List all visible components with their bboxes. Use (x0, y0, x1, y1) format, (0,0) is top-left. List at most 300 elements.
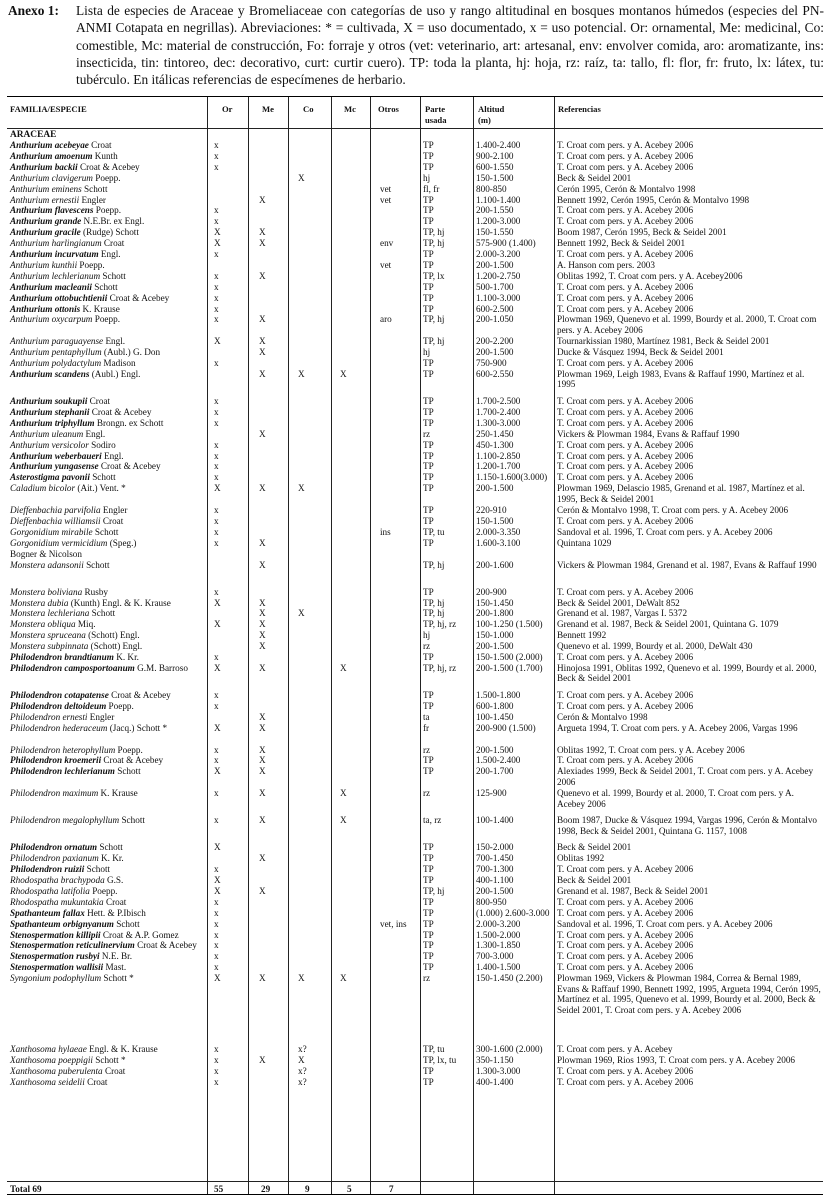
species-binomial: Monstera subpinnata (10, 641, 89, 652)
references: Plowman 1969, Leigh 1983, Evans & Raffauf 1990, Martínez et al. 1995 (557, 368, 805, 390)
species-author: Kunth (94, 150, 118, 161)
altitude: 450-1.300 (476, 439, 514, 450)
references: T. Croat com pers. y A. Acebey 2006 (557, 896, 694, 907)
use-otros: vet (380, 259, 392, 270)
col-divider (248, 97, 249, 1194)
use-me: X (259, 662, 266, 673)
species-binomial: Xanthosoma poeppigii (10, 1054, 93, 1065)
part-used: rz (423, 641, 431, 652)
species-binomial: Monstera dubia (10, 597, 69, 608)
altitude: 200-1.800 (476, 608, 514, 619)
use-or: x (214, 406, 219, 417)
species-author: G.M. Barroso (137, 662, 188, 673)
species-author: Schott (116, 918, 140, 929)
part-used: TP (423, 505, 434, 515)
use-co: x? (298, 1076, 307, 1087)
references: T. Croat com pers. y A. Acebey 2006 (557, 515, 694, 526)
altitude: 500-1.700 (476, 281, 514, 292)
species-name (10, 745, 204, 756)
use-or: x (214, 1054, 219, 1065)
species-binomial-cotapata: Asterostigma pavonii (10, 472, 90, 483)
species-name (10, 184, 204, 195)
part-used: TP (423, 150, 434, 161)
species-author: Croat (103, 238, 125, 249)
references: T. Croat com pers. y A. Acebey 2006 (557, 864, 694, 875)
part-used: TP (423, 161, 434, 172)
header-altitud: Altitud (478, 104, 505, 114)
species-name (10, 663, 204, 674)
altitude: 200-1.500 (1.700) (476, 662, 543, 673)
use-co: X (298, 973, 305, 984)
altitude: 150-1.450 (2.200) (476, 973, 543, 984)
use-or: X (214, 336, 221, 347)
use-co: X (298, 172, 305, 183)
references: Beck & Seidel 2001 (557, 842, 632, 853)
part-used: TP (423, 194, 434, 205)
caption (8, 2, 824, 88)
species-author: Engler (81, 194, 106, 205)
use-co: x? (298, 1044, 307, 1054)
species-binomial-cotapata: Anthurium ottobuchtienii (10, 292, 108, 303)
use-or: x (214, 439, 219, 450)
use-me: X (259, 368, 266, 379)
species-binomial: Anthurium kunthii (10, 259, 78, 270)
altitude: 1.100-2.850 (476, 450, 521, 461)
altitude: (1.000) 2.600-3.000 (476, 907, 550, 918)
header-co: Co (303, 104, 314, 114)
species-table (7, 96, 823, 1195)
references: T. Croat com pers. y A. Acebey (557, 1044, 673, 1054)
species-binomial: Caladium bicolor (10, 483, 76, 494)
species-name (10, 407, 204, 418)
species-name (10, 875, 204, 886)
part-used: TP (423, 1076, 434, 1087)
species-name (10, 205, 204, 216)
species-name (10, 227, 204, 238)
species-author: Schott (117, 766, 141, 777)
altitude: 1.100-3.000 (476, 292, 521, 303)
use-or: x (214, 515, 219, 526)
altitude: 200-1.500 (476, 259, 514, 270)
species-binomial-cotapata: Anthurium grande (10, 216, 82, 227)
species-name (10, 973, 204, 984)
header-otros: Otros (378, 104, 399, 114)
part-used: fr (423, 722, 430, 733)
total-rule (7, 1181, 823, 1182)
references: Hinojosa 1991, Oblitas 1992, Quenevo et al. 1999, Bourdy et al. 2000, Beck & Seidel 2001 (557, 662, 817, 684)
species-author: Croat (104, 1065, 126, 1076)
col-divider (331, 97, 332, 1194)
references: T. Croat com pers. y A. Acebey 2006 (557, 461, 694, 472)
altitude: 1.300-1.850 (476, 940, 521, 951)
species-binomial-cotapata: Anthurium gracile (10, 227, 81, 238)
altitude: 1.700-2.400 (476, 406, 521, 417)
references: Beck & Seidel 2001 (557, 172, 632, 183)
species-author: Croat (89, 396, 111, 406)
part-used: fl, fr (423, 183, 440, 194)
part-used: TP (423, 472, 434, 483)
species-author: Schott (92, 472, 116, 483)
altitude: 575-900 (1.400) (476, 238, 536, 249)
species-name (10, 940, 204, 951)
altitude: 1.500-2.000 (476, 929, 521, 940)
use-or: X (214, 842, 221, 853)
species-author: Poepp. (117, 744, 143, 755)
col-divider (473, 97, 474, 1194)
use-co: x? (298, 1065, 307, 1076)
altitude: 1.200-1.700 (476, 461, 521, 472)
altitude: 1.500-2.400 (476, 755, 521, 766)
use-or: x (214, 918, 219, 929)
species-author: Schott (102, 270, 126, 281)
use-co: X (298, 608, 305, 619)
altitude: 125-900 (476, 788, 507, 799)
use-me: X (259, 227, 266, 238)
col-divider (370, 97, 371, 1194)
part-used: TP (423, 842, 434, 853)
species-author: Brongn. ex Schott (96, 417, 164, 428)
species-binomial-cotapata: Philodendron brandtianum (10, 652, 114, 662)
species-author: Engl. (100, 249, 121, 259)
references: T. Croat com pers. y A. Acebey 2006 (557, 700, 694, 711)
species-binomial: Dieffenbachia parvifolia (10, 505, 101, 515)
use-me: X (259, 270, 266, 281)
use-me: X (259, 1054, 266, 1065)
references: Plowman 1969, Quenevo et al. 1999, Bourdy et al. 2000, T. Croat com pers. y A. Acebey 2006 (557, 314, 817, 335)
use-me: X (259, 853, 266, 864)
species-name (10, 853, 204, 864)
species-binomial-cotapata: Anthurium triphyllum (10, 417, 95, 428)
species-binomial: Philodendron hederaceum (10, 722, 108, 733)
species-binomial-cotapata: Anthurium flavescens (10, 205, 94, 216)
part-used: TP, hj, rz (423, 662, 457, 673)
species-name (10, 347, 204, 358)
references: Alexiades 1999, Beck & Seidel 2001, T. Croat com pers. y A. Acebey 2006 (557, 766, 814, 787)
species-author: Hett. & P.Ibisch (87, 907, 146, 918)
use-me: X (259, 314, 266, 325)
use-me: X (259, 619, 266, 630)
part-used: TP, hj (423, 559, 445, 570)
use-co: X (298, 483, 305, 494)
species-name (10, 418, 204, 429)
species-author: Croat (102, 515, 124, 526)
use-mc: X (340, 368, 347, 379)
altitude: 1.200-3.000 (476, 216, 521, 227)
species-author: Madison (103, 358, 136, 368)
references: Plowman 1969, Delascio 1985, Grenand et al. 1987, Martínez et al. 1995, Beck & Seidel 2001 (557, 483, 805, 504)
species-binomial: Anthurium oxycarpum (10, 314, 93, 325)
references: Cerón & Montalvo 1998 (557, 711, 648, 722)
altitude: 2.000-3.350 (476, 526, 521, 537)
part-used: TP, hj, rz (423, 619, 457, 630)
col-divider (207, 97, 208, 1194)
part-used: TP (423, 951, 434, 962)
altitude: 600-2.550 (476, 368, 514, 379)
species-author: (Schott) Engl. (88, 630, 140, 641)
references: T. Croat com pers. y A. Acebey 2006 (557, 940, 694, 951)
part-used: TP (423, 1065, 434, 1076)
species-author: Poepp. (95, 172, 121, 183)
species-author: Engler (89, 711, 115, 722)
species-name (10, 560, 204, 571)
species-name (10, 690, 204, 701)
use-co: X (298, 1054, 305, 1065)
species-name (10, 712, 204, 723)
part-used: TP (423, 918, 434, 929)
species-binomial-cotapata: Philodendron ornatum (10, 842, 98, 853)
use-or: x (214, 788, 219, 799)
use-otros: vet (380, 183, 392, 194)
species-name (10, 608, 204, 619)
use-me: X (259, 597, 266, 608)
part-used: TP (423, 292, 434, 303)
species-author: Croat & Acebey (103, 755, 164, 766)
use-or: x (214, 396, 219, 406)
species-binomial-cotapata: Anthurium weberbaueri (10, 450, 102, 461)
use-or: x (214, 951, 219, 962)
species-name (10, 897, 204, 908)
species-author: (Rudge) Schott (83, 227, 139, 238)
use-or: x (214, 864, 219, 875)
use-me: X (259, 973, 266, 984)
references: T. Croat com pers. y A. Acebey 2006 (557, 951, 694, 962)
species-binomial-cotapata: Anthurium incurvatum (10, 249, 99, 259)
caption-text: Lista de especies de Araceae y Bromeliaceae con categorías de uso y rango altitudinal en bosques montanos húmedos (especies del PN-ANMI Cotapata en negrillas). Abreviaciones: * = cultivada, X = uso documentado, x = uso potencial. Or: ornamental, Me: medicinal, Co: comestible, Mc: material de construcción, Fo: forraje y otros (vet: veterinario, art: artesanal, env: envolver comida, aro: aromatizante, ins: insecticida, tin: tintoreo, dec: decorativo, curt: curtir cuero). TP: toda la planta, hj: hoja, rz: raíz, ta: tallo, fl: flor, fr: fruto, lx: látex, tu: tubérculo. En itálicas referencias de especímenes de herbario. (76, 3, 824, 88)
species-name (10, 472, 204, 483)
species-binomial: Anthurium versicolor (10, 439, 89, 450)
use-or: x (214, 526, 219, 537)
altitude: 200-1.600 (476, 559, 514, 570)
species-name (10, 140, 204, 151)
altitude: 1.400-1.500 (476, 962, 521, 973)
species-binomial-cotapata: Anthurium ottonis (10, 303, 81, 314)
altitude: 300-1.600 (2.000) (476, 1044, 543, 1054)
altitude: 150-1.000 (476, 630, 514, 641)
use-or: x (214, 249, 219, 259)
species-author: Schott (91, 608, 116, 619)
altitude: 200-2.200 (476, 336, 514, 347)
altitude: 2.000-3.200 (476, 918, 521, 929)
use-or: x (214, 205, 219, 216)
total-mc: 5 (347, 1184, 352, 1194)
references: Tournarkissian 1980, Martínez 1981, Beck & Seidel 2001 (557, 336, 770, 347)
part-used: ta (423, 711, 430, 722)
species-binomial-cotapata: Anthurium stephanii (10, 406, 90, 417)
references: T. Croat com pers. y A. Acebey 2006 (557, 303, 694, 314)
species-binomial: Anthurium polydactylum (10, 358, 102, 368)
use-me: X (259, 483, 266, 494)
species-name (10, 766, 204, 777)
species-author: Poepp. (94, 314, 120, 325)
species-binomial: Syngonium podophyllum (10, 973, 102, 984)
species-binomial-cotapata: Stenospermation rusbyi (10, 951, 100, 962)
species-author: Miq. (77, 619, 96, 630)
species-author: Schott (121, 815, 145, 826)
altitude: 200-1.500 (476, 347, 514, 358)
species-binomial-cotapata: Anthurium backii (10, 161, 78, 172)
part-used: hj (423, 630, 431, 641)
species-author: Croat & Acebey (79, 161, 140, 172)
use-me: X (259, 788, 266, 799)
species-binomial: Rhodospatha brachypoda (10, 875, 105, 885)
altitude: 150-1.550 (476, 227, 514, 238)
species-author: (Aubl.) Engl. (91, 368, 141, 379)
altitude: 600-1.800 (476, 700, 514, 711)
references: T. Croat com pers. y A. Acebey 2006 (557, 417, 694, 428)
species-binomial-cotapata: Stenospermation killipii (10, 929, 101, 940)
part-used: ta, rz (423, 815, 442, 826)
altitude: 150-1.500 (476, 172, 514, 183)
part-used: TP (423, 483, 434, 494)
references: Grenand et al. 1987, Beck & Seidel 2001 (557, 885, 709, 896)
use-or: x (214, 690, 219, 700)
species-binomial-cotapata: Philodendron deltoideum (10, 700, 107, 711)
altitude: 600-1.550 (476, 161, 514, 172)
use-me: X (259, 815, 266, 826)
use-mc: X (340, 973, 347, 984)
species-name (10, 641, 204, 652)
species-author: N.E.Br. ex Engl. (83, 216, 145, 227)
species-author: Schott * (95, 1054, 126, 1065)
species-author: Schott (99, 842, 123, 853)
references: T. Croat com pers. y A. Acebey 2006 (557, 586, 694, 597)
part-used: TP (423, 896, 434, 907)
references: T. Croat com pers. y A. Acebey 2006 (557, 406, 694, 417)
part-used: TP (423, 586, 434, 597)
species-name (10, 815, 204, 826)
species-binomial: Rhodospatha mukuntakia (10, 896, 104, 907)
species-author: Engl. (103, 450, 124, 461)
altitude: 150-1.500 (2.000) (476, 652, 543, 662)
use-me: X (259, 885, 266, 896)
use-or: x (214, 270, 219, 281)
part-used: TP (423, 907, 434, 918)
altitude: 750-900 (476, 358, 507, 368)
part-used: hj (423, 172, 431, 183)
references: T. Croat com pers. y A. Acebey 2006 (557, 150, 694, 161)
species-name (10, 173, 204, 184)
species-author: (Speg.) (109, 537, 137, 548)
total-or: 55 (214, 1184, 224, 1194)
species-binomial-cotapata: Anthurium macleanii (10, 281, 92, 292)
use-or: x (214, 303, 219, 314)
references: T. Croat com pers. y A. Acebey 2006 (557, 755, 694, 766)
species-name (10, 619, 204, 630)
part-used: TP (423, 406, 434, 417)
part-used: TP, hj (423, 336, 445, 347)
species-author: Schott (86, 559, 110, 570)
species-binomial: Monstera lechleriana (10, 608, 90, 619)
species-name (10, 358, 204, 369)
references: Plowman 1969, Vickers & Plowman 1984, Correa & Bernal 1989, Evans & Raffauf 1990, Bennett 1992, 1995, Argueta 1994, Cerón 1995, Martínez et al. 1995, Quenevo et al. 1999, Bourdy et al. 2000, Beck & Seidel 2001, T. Croat com pers. y A. Acebey 2006 (557, 973, 821, 1015)
species-name (10, 962, 204, 973)
use-or: x (214, 896, 219, 907)
species-binomial-cotapata: Anthurium yungasense (10, 461, 99, 472)
altitude: 200-1.700 (476, 766, 514, 777)
part-used: rz (423, 973, 431, 984)
species-author: Schott (86, 864, 111, 875)
species-binomial-cotapata: Philodendron lechlerianum (10, 766, 115, 777)
references: Ducke & Vásquez 1994, Beck & Seidel 2001 (557, 347, 724, 358)
altitude: 1.500-1.800 (476, 690, 521, 700)
species-name (10, 951, 204, 962)
part-used: TP (423, 205, 434, 216)
altitude: 200-900 (1.500) (476, 722, 536, 733)
part-used: rz (423, 428, 431, 439)
species-author: Engler (102, 505, 128, 515)
species-name (10, 1055, 204, 1066)
species-binomial-cotapata: Anthurium acebeyae (10, 140, 89, 150)
references: T. Croat com pers. y A. Acebey 2006 (557, 292, 694, 303)
use-or: x (214, 962, 219, 973)
part-used: TP, hj (423, 608, 445, 619)
species-name (10, 162, 204, 173)
part-used: TP (423, 450, 434, 461)
use-or: X (214, 973, 221, 984)
species-author: Croat & Acebey (137, 940, 197, 951)
species-binomial: Anthurium harlingianum (10, 238, 102, 249)
references: Sandoval et al. 1996, T. Croat com pers. y A. Acebey 2006 (557, 918, 773, 929)
species-author: Poepp. (108, 700, 134, 711)
part-used: TP (423, 216, 434, 227)
references: Sandoval et al. 1996, T. Croat com pers. y A. Acebey 2006 (557, 526, 773, 537)
part-used: TP (423, 929, 434, 940)
species-author: Rusby (84, 586, 109, 597)
species-name (10, 1044, 204, 1055)
species-name (10, 1066, 204, 1077)
use-me: X (259, 238, 266, 249)
species-author: K. Kr. (116, 652, 139, 662)
species-binomial-cotapata: Anthurium scandens (10, 368, 90, 379)
species-name (10, 429, 204, 440)
species-author: Croat & Acebey (91, 406, 152, 417)
species-name (10, 598, 204, 609)
species-binomial-cotapata: Spathanteum fallax (10, 907, 85, 918)
part-used: TP (423, 690, 434, 700)
species-name (10, 260, 204, 271)
altitude: 220-910 (476, 505, 507, 515)
species-binomial-cotapata: Stenospermation wallisii (10, 962, 104, 973)
use-me: X (259, 608, 266, 619)
altitude: 150-1.500 (476, 515, 514, 526)
use-or: x (214, 1044, 219, 1054)
altitude: 100-1.250 (1.500) (476, 619, 543, 630)
use-me: X (259, 559, 266, 570)
species-author: Mast. (105, 962, 127, 973)
use-me: X (259, 347, 266, 358)
species-binomial: Dieffenbachia williamsii (10, 515, 101, 526)
header-usada: usada (425, 115, 447, 125)
altitude: 900-2.100 (476, 150, 514, 161)
species-name (10, 396, 204, 407)
species-binomial: Anthurium lechlerianum (10, 270, 101, 281)
species-binomial: Anthurium paraguayense (10, 336, 104, 347)
altitude: 1.700-2.500 (476, 396, 521, 406)
references: T. Croat com pers. y A. Acebey 2006 (557, 1076, 694, 1087)
part-used: TP, hj (423, 597, 445, 608)
part-used: TP (423, 864, 434, 875)
altitude: 800-950 (476, 896, 507, 907)
species-binomial: Xanthosoma seidelii (10, 1076, 85, 1087)
altitude: 2.000-3.200 (476, 249, 521, 259)
use-or: X (214, 722, 221, 733)
use-co: X (298, 368, 305, 379)
species-binomial: Anthurium uleanum (10, 428, 84, 439)
species-author: (Schott) Engl. (90, 641, 143, 652)
references: T. Croat com pers. y A. Acebey 2006 (557, 929, 694, 940)
part-used: TP (423, 875, 434, 885)
use-or: X (214, 619, 221, 630)
